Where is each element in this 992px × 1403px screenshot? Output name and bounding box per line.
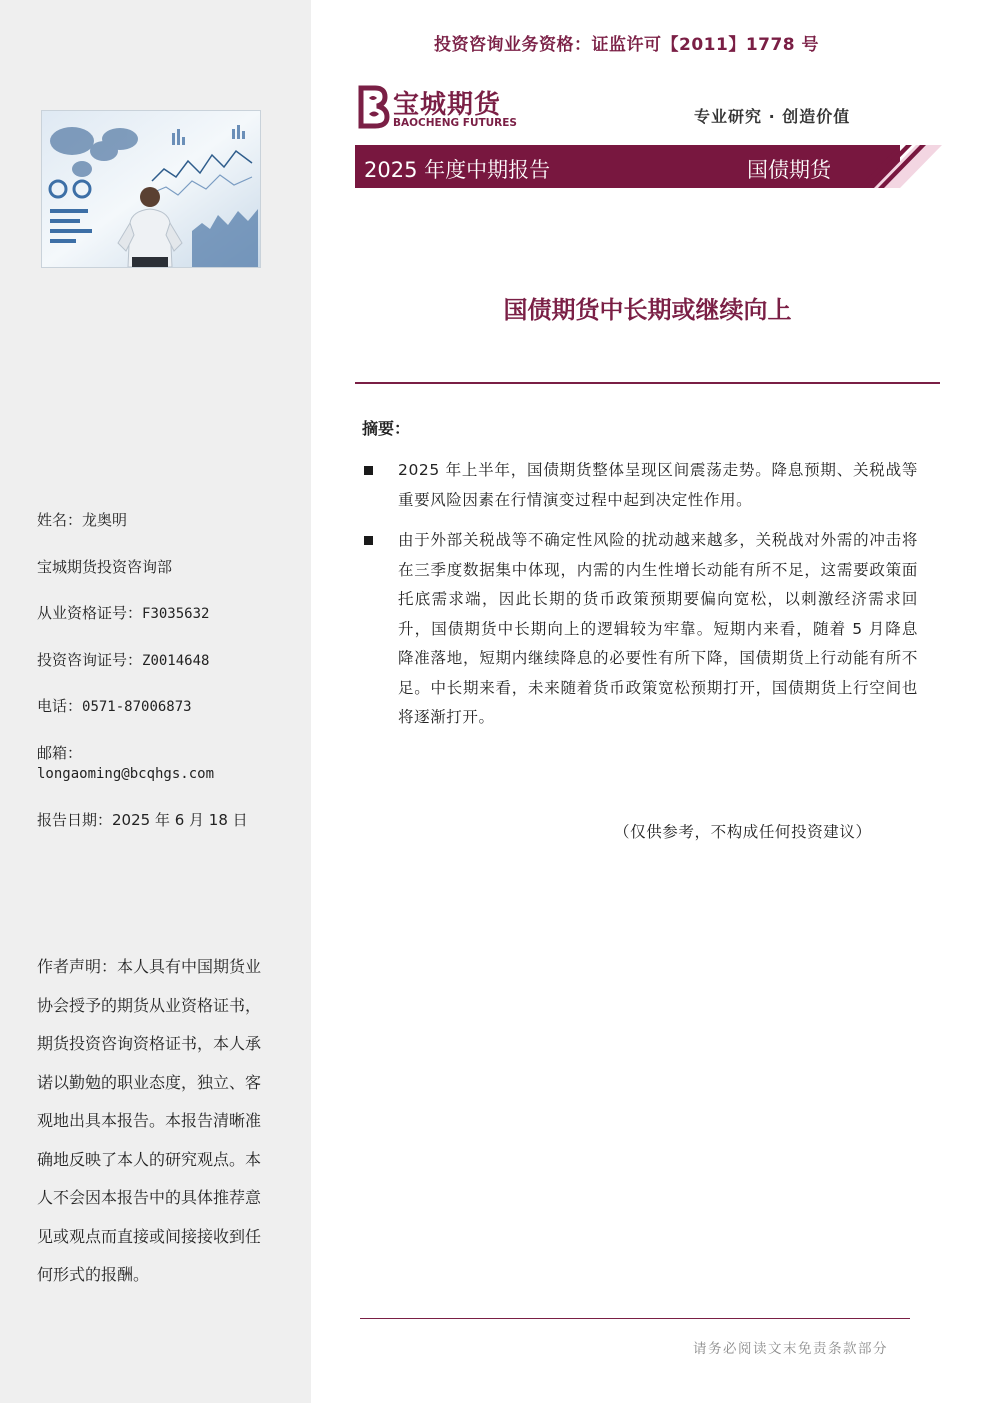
- logo-text-en: BAOCHENG FUTURES: [393, 117, 517, 129]
- phone: [37, 695, 192, 716]
- square-bullet-icon: [364, 466, 373, 475]
- abstract-bullet-text: 由于外部关税战等不确定性风险的扰动越来越多，关税战对外需的冲击将在三季度数据集中体现，内需的内生性增长动能有所不足，这需要政策面托底需求端，因此长期的货币政策预期要偏向宽松，以刺激经济需求回升，国债期货中长期向上的逻辑较为牢靠。短期内来看，随着 5 月降息降准落地，短期内继续降息的必要性有所下降，国债期货上行动能有所不足。中长期来看，未来随着货币政策宽松预期打开，国债期货上行空间也将逐渐打开。: [398, 531, 918, 726]
- company-logo: [357, 84, 527, 132]
- square-bullet-icon: [364, 536, 373, 545]
- logo-text-cn: 宝城期货: [393, 90, 502, 120]
- author-declaration: 作者声明：本人具有中国期货业协会授予的期货从业资格证书，期货投资咨询资格证书，本人承诺以勤勉的职业态度，独立、客观地出具本报告。本报告清晰准确地反映了本人的研究观点。本人不会因本报告中的具体推荐意见或观点而直接或间接接收到任何形式的报酬。: [37, 957, 262, 1284]
- phone-value: 0571-87006873: [82, 699, 192, 715]
- title-divider: [355, 382, 940, 384]
- email-link[interactable]: longaoming@bcqhgs.com: [37, 766, 215, 782]
- sidebar: [0, 0, 311, 1403]
- slogan: 专业研究 · 创造价值: [694, 107, 851, 126]
- advisory-cert-label: 投资咨询证号：: [37, 651, 143, 669]
- qualification-cert: [37, 602, 209, 623]
- qualification-cert-value: F3035632: [142, 606, 210, 622]
- author-name: 姓名：龙奥明: [37, 511, 128, 529]
- banner-stripes-decoration: [858, 145, 942, 188]
- footer-divider: [360, 1318, 910, 1319]
- hero-image: [41, 110, 261, 268]
- department: 宝城期货投资咨询部: [37, 558, 173, 576]
- advisory-cert: [37, 649, 209, 670]
- qualification-cert-label: 从业资格证号：: [37, 604, 143, 622]
- analyst-chart-illustration: [42, 111, 260, 267]
- report-type: 2025 年度中期报告: [364, 158, 551, 182]
- baocheng-logo-icon: [357, 84, 391, 130]
- footer-note: 请务必阅读文末免责条款部分: [693, 1341, 888, 1357]
- report-category: 国债期货: [747, 158, 831, 182]
- abstract-heading: 摘要：: [362, 419, 411, 438]
- abstract-bullet: [362, 526, 918, 733]
- email-value[interactable]: [37, 764, 214, 782]
- investment-disclaimer: （仅供参考，不构成任何投资建议）: [614, 823, 872, 841]
- phone-label: 电话：: [37, 697, 83, 715]
- license-line: 投资咨询业务资格：证监许可【2011】1778 号: [434, 35, 820, 55]
- report-title: 国债期货中长期或继续向上: [503, 296, 792, 324]
- report-banner: [355, 145, 900, 188]
- email-label: 邮箱：: [37, 744, 83, 762]
- report-date: 报告日期：2025 年 6 月 18 日: [37, 811, 248, 829]
- abstract-bullet: [362, 456, 918, 515]
- advisory-cert-value: Z0014648: [142, 653, 210, 669]
- abstract-bullet-text: 2025 年上半年，国债期货整体呈现区间震荡走势。降息预期、关税战等重要风险因素在行情演变过程中起到决定性作用。: [398, 461, 918, 509]
